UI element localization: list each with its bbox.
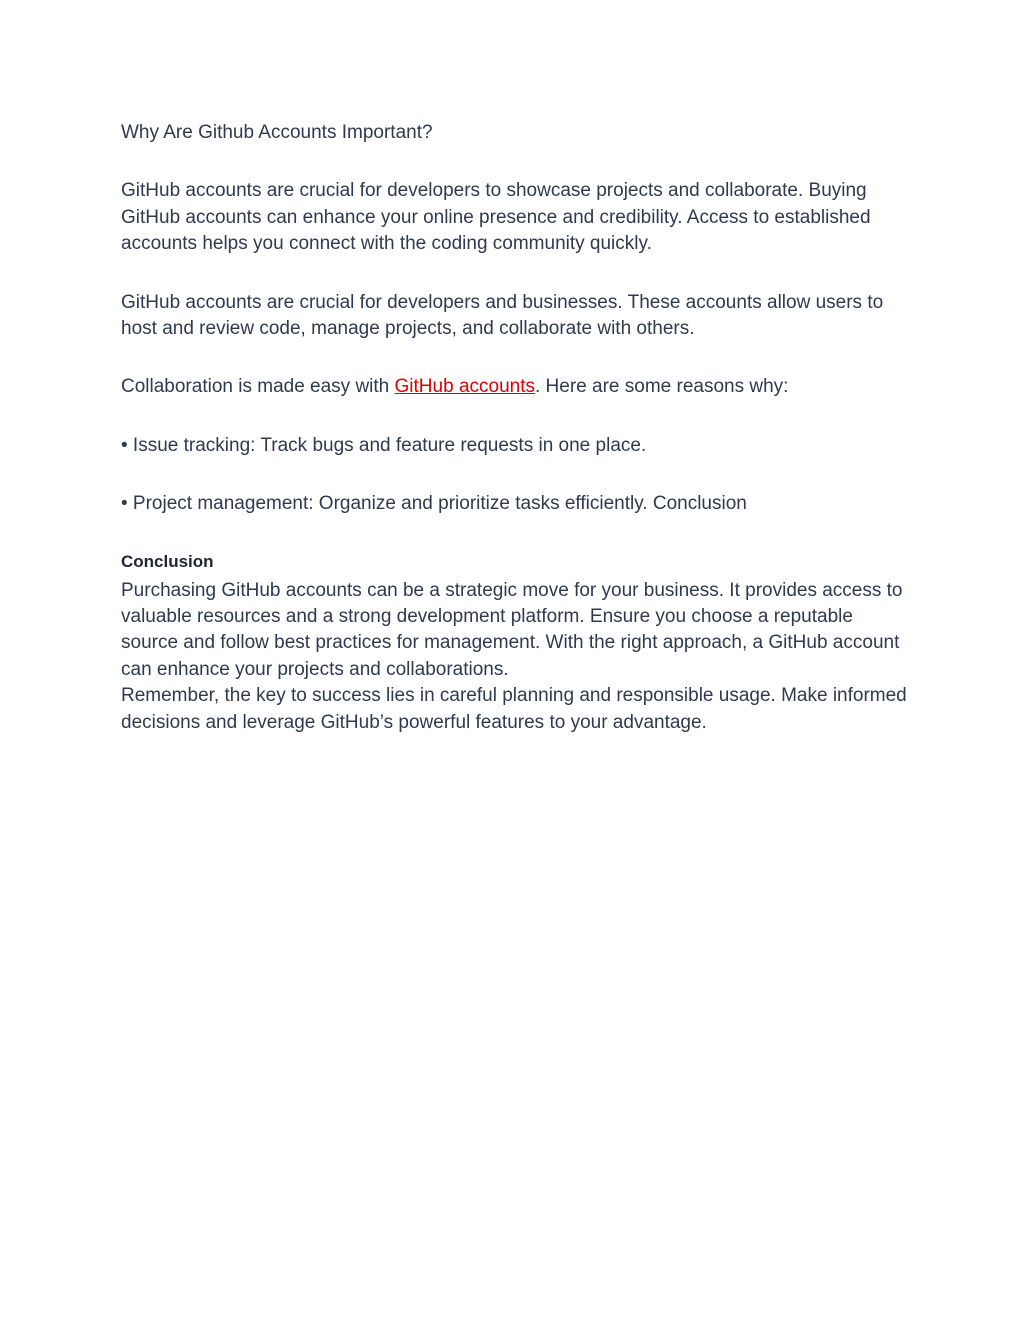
bullet-project-management: • Project management: Organize and prioritize tasks efficiently. Conclusion [121,493,747,515]
conclusion-paragraph-1: Purchasing GitHub accounts can be a strategic move for your business. It provides access to valuable resources and a strong development platform. Ensure you choose a reputable source and follow best practices for management. With the right approach, a GitHub account can enhance your projects and collaborations. [121,579,903,680]
bullet-issue-tracking: • Issue tracking: Track bugs and feature requests in one place. [121,434,647,456]
accounts-paragraph: GitHub accounts are crucial for developers and businesses. These accounts allow users to host and review code, manage projects, and collaborate with others. [121,291,884,340]
document-page [121,120,911,736]
conclusion-paragraph-2: Remember, the key to success lies in careful planning and responsible usage. Make informed decisions and leverage GitHub’s powerful features to your advantage. [121,685,907,733]
intro-paragraph: GitHub accounts are crucial for developers to showcase projects and collaborate. Buying GitHub accounts can enhance your online presence and credibility. Access to established accounts helps you connect with the coding community quickly. [121,180,871,255]
conclusion-heading: Conclusion [121,551,214,571]
github-accounts-link[interactable]: GitHub accounts [394,376,535,398]
collaboration-text-before: Collaboration is made easy with [121,376,395,398]
document-title: Why Are Github Accounts Important? [121,122,433,143]
collaboration-text-after: . Here are some reasons why: [535,376,789,398]
collaboration-paragraph [121,374,911,400]
